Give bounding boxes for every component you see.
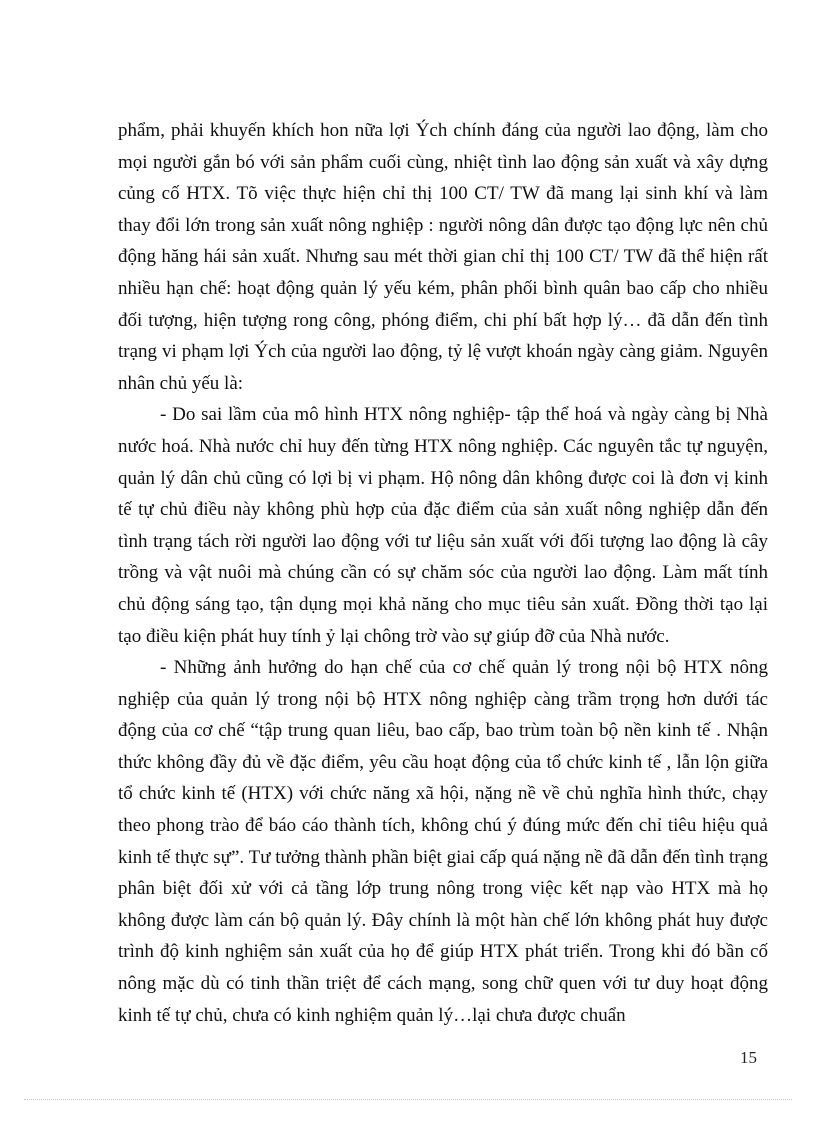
body-text — [118, 115, 768, 1031]
paragraph-2: - Do sai lầm của mô hình HTX nông nghiệp- tập thể hoá và ngày càng bị Nhà nước hoá. Nhà nước chỉ huy đến từng HTX nông nghiệp. Các nguyên tắc tự nguyện, quản lý dân chủ cũng có lợi bị vi phạm. Hộ nông dân không được coi là đơn vị kinh tế tự chủ điều này không phù hợp của đặc điểm của sản xuất nông nghiệp dẫn đến tình trạng tách rời người lao động với tư liệu sản xuất với đối tượng lao động là cây trồng và vật nuôi mà chúng cần có sự chăm sóc của người lao động. Làm mất tính chủ động sáng tạo, tận dụng mọi khả năng cho mục tiêu sản xuất. Đồng thời tạo lại tạo điều kiện phát huy tính ỷ lại chông trờ vào sự giúp đỡ của Nhà nước. — [118, 404, 768, 647]
paragraph-3: - Những ảnh hưởng do hạn chế của cơ chế quản lý trong nội bộ HTX nông nghiệp của quản lý trong nội bộ HTX nông nghiệp càng trầm trọng hơn dưới tác động của cơ chế “tập trung quan liêu, bao cấp, bao trùm toàn bộ nền kinh tế . Nhận thức không đầy đủ về đặc điểm, yêu cầu hoạt động của tổ chức kinh tế , lẫn lộn giữa tổ chức kinh tế (HTX) với chức năng xã hội, nặng nề về chủ nghĩa hình thức, chạy theo phong trào để báo cáo thành tích, không chú ý đúng mức đến chỉ tiêu hiệu quả kinh tế thực sự”. Tư tưởng thành phần biệt giai cấp quá nặng nề đã dẫn đến tình trạng phân biệt đối xử với cả tầng lớp trung nông trong việc kết nạp vào HTX mà họ không được làm cán bộ quản lý. Đây chính là một hàn chế lớn không phát huy được trình độ kinh nghiệm sản xuất của họ để giúp HTX phát triển. Trong khi đó bần cố nông mặc dù có tinh thần triệt để cách mạng, song chữ quen với tư duy hoạt động kinh tế tự chủ, chưa có kinh nghiệm quản lý…lại chưa được chuẩn — [118, 657, 768, 1026]
page-number: 15 — [740, 1048, 757, 1067]
bottom-divider — [24, 1099, 792, 1100]
paragraph-1: phẩm, phải khuyến khích hon nữa lợi Ých chính đáng của người lao động, làm cho mọi người gắn bó với sản phẩm cuối cùng, nhiệt tình lao động sản xuất và xây dựng củng cố HTX. Tõ việc thực hiện chỉ thị 100 CT/ TW đã mang lại sinh khí và làm thay đổi lớn trong sản xuất nông nghiệp : người nông dân được tạo động lực nên chủ động hăng hái sản xuất. Nhưng sau mét thời gian chỉ thị 100 CT/ TW đã thể hiện rất nhiều hạn chế: hoạt động quản lý yếu kém, phân phối bình quân bao cấp cho nhiều đối tượng, hiện tượng rong công, phóng điểm, chi phí bất hợp lý… đã dẫn đến tình trạng vi phạm lợi Ých của người lao động, tỷ lệ vượt khoán ngày càng giảm. Nguyên nhân chủ yếu là: — [118, 120, 768, 394]
